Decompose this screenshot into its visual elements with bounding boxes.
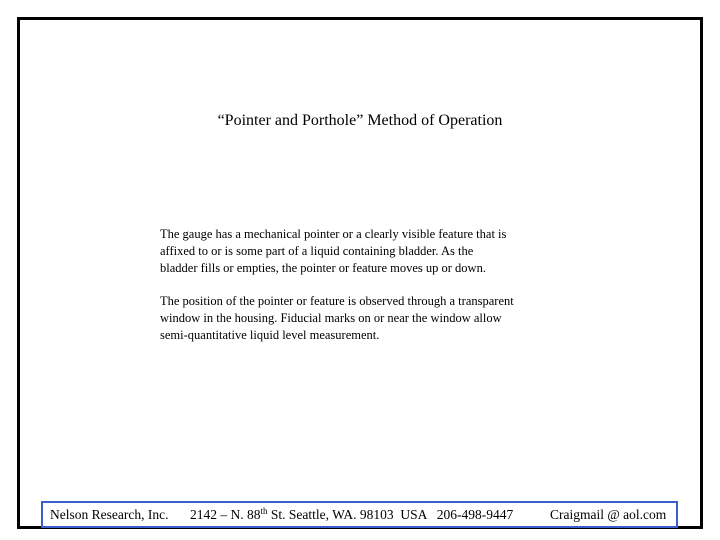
footer-address — [190, 503, 513, 526]
paragraph-line: The gauge has a mechanical pointer or a clearly visible feature that is — [160, 227, 507, 241]
footer-contact-bar — [41, 501, 678, 528]
footer-address-superscript: th — [260, 506, 268, 516]
paragraph-line: The position of the pointer or feature is observed through a transparent — [160, 294, 514, 308]
slide-title: “Pointer and Porthole” Method of Operation — [217, 112, 503, 129]
paragraph-porthole-description — [160, 293, 580, 344]
footer-company: Nelson Research, Inc. — [50, 507, 169, 522]
paragraph-line: window in the housing. Fiducial marks on or near the window allow — [160, 311, 502, 325]
footer-address-start: 2142 – N. 88 — [190, 507, 261, 522]
paragraph-line: affixed to or is some part of a liquid containing bladder. As the — [160, 244, 474, 258]
paragraph-line: semi-quantitative liquid level measurement. — [160, 328, 380, 342]
footer-email: Craigmail @ aol.com — [550, 507, 667, 522]
paragraph-line: bladder fills or empties, the pointer or feature moves up or down. — [160, 261, 486, 275]
paragraph-pointer-description — [160, 226, 580, 277]
footer-address-rest: St. Seattle, WA. 98103 USA 206-498-9447 — [267, 507, 514, 522]
